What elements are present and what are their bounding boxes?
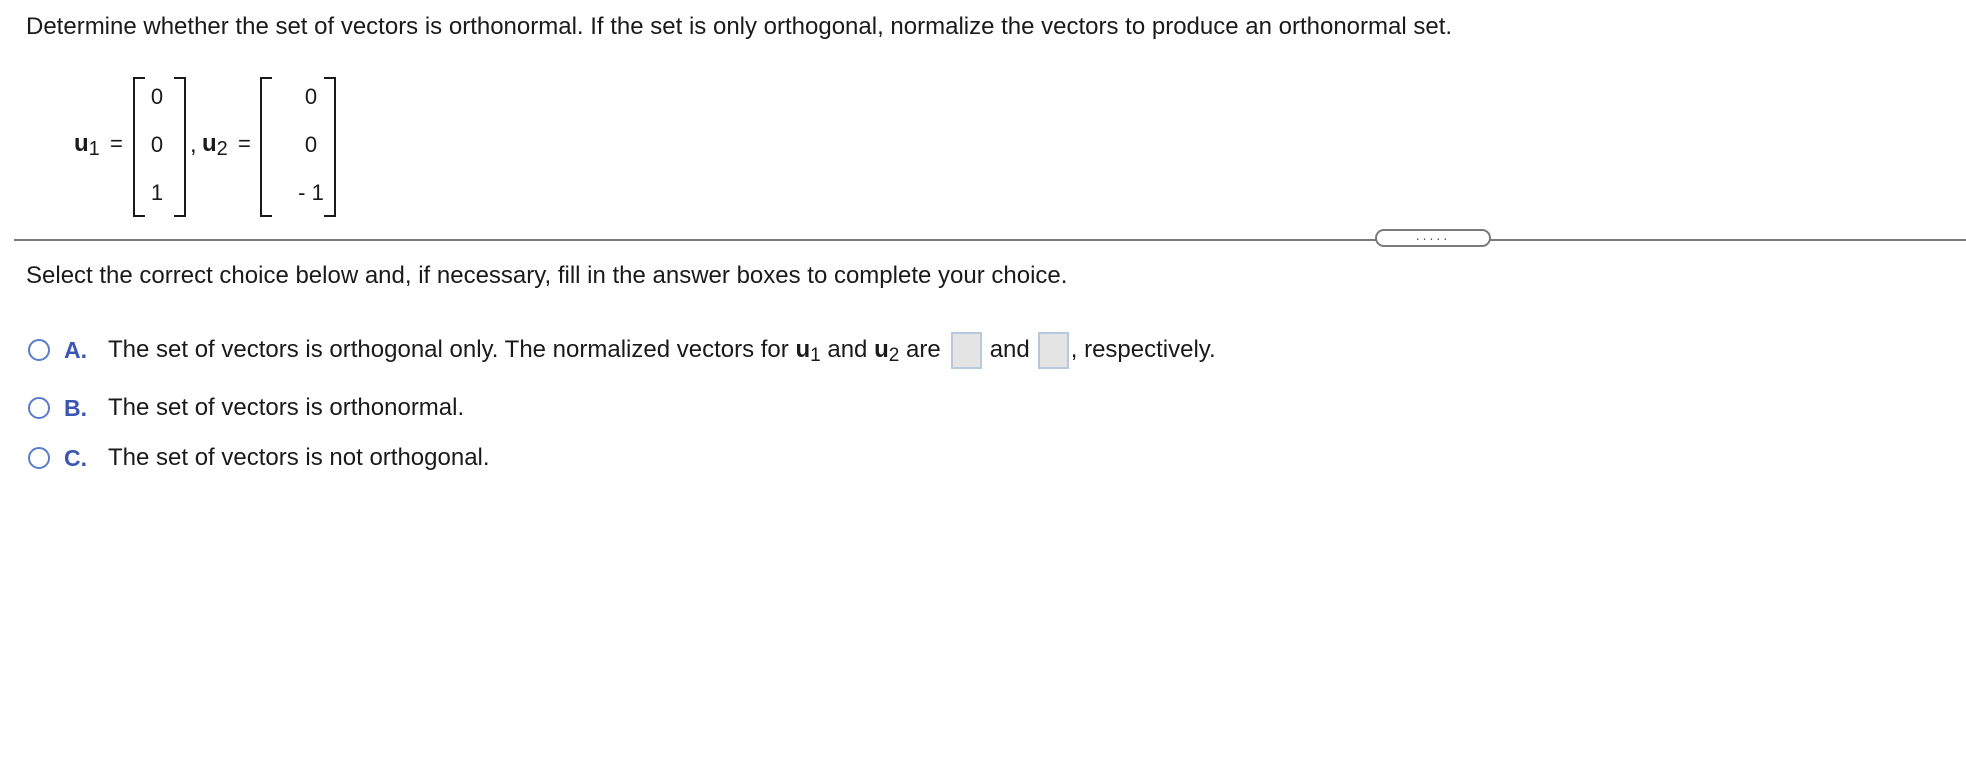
u1-equals: = (110, 131, 123, 156)
choice-a-u1 (795, 336, 820, 364)
u1-right-bracket (174, 77, 186, 217)
choice-b-letter: B. (64, 394, 87, 421)
u1-subscript: 1 (88, 138, 100, 160)
choice-c[interactable] (28, 438, 490, 478)
choice-a-u2-symbol: u (874, 336, 889, 363)
u2-symbol: u (202, 130, 217, 157)
choice-c-radio[interactable] (28, 447, 50, 469)
u2-equals: = (238, 131, 251, 156)
choice-a-u2-sub: 2 (888, 345, 900, 366)
section-divider (14, 239, 1966, 241)
u1-symbol: u (74, 130, 89, 157)
u2-entry-2: 0 (304, 132, 318, 157)
choice-c-letter: C. (64, 444, 87, 471)
choice-a-and2: and (989, 336, 1030, 363)
u2-entry-1: 0 (304, 84, 318, 109)
u2-right-bracket (324, 77, 336, 217)
choice-b[interactable] (28, 388, 464, 428)
choice-a-u1-sub: 1 (810, 345, 821, 366)
choice-a-and1: and (827, 336, 868, 363)
u1-label (74, 130, 100, 159)
choice-a-are: are (906, 336, 941, 363)
vector-separator: , (190, 131, 197, 158)
choice-b-radio[interactable] (28, 397, 50, 419)
choice-a[interactable] (28, 330, 1216, 370)
choice-c-text: The set of vectors is not orthogonal. (108, 444, 490, 471)
u1-entry-3: 1 (150, 180, 164, 205)
u2-label (202, 130, 228, 159)
question-text: Determine whether the set of vectors is orthonormal. If the set is only orthogonal, normalize the vectors to produce an orthonormal set. (26, 13, 1453, 40)
choice-a-u2 (874, 336, 899, 364)
answer-box-1[interactable] (951, 332, 982, 369)
expand-more-button[interactable]: ..... (1375, 229, 1491, 247)
choice-a-radio[interactable] (28, 339, 50, 361)
u2-entry-3: - 1 (298, 180, 324, 205)
choice-a-text-after: , respectively. (1070, 336, 1216, 363)
choice-a-u1-symbol: u (795, 336, 811, 363)
choice-a-text-before: The set of vectors is orthogonal only. The normalized vectors for (108, 336, 789, 363)
u2-subscript: 2 (216, 138, 228, 160)
instruction-text: Select the correct choice below and, if necessary, fill in the answer boxes to complete your choice. (26, 262, 1068, 289)
u1-entry-1: 0 (150, 84, 164, 109)
u2-left-bracket (260, 77, 272, 217)
choice-a-text (108, 332, 1216, 369)
answer-box-2[interactable] (1038, 332, 1069, 369)
choice-b-text: The set of vectors is orthonormal. (108, 394, 465, 421)
u1-entry-2: 0 (150, 132, 164, 157)
choice-a-letter: A. (64, 336, 87, 363)
